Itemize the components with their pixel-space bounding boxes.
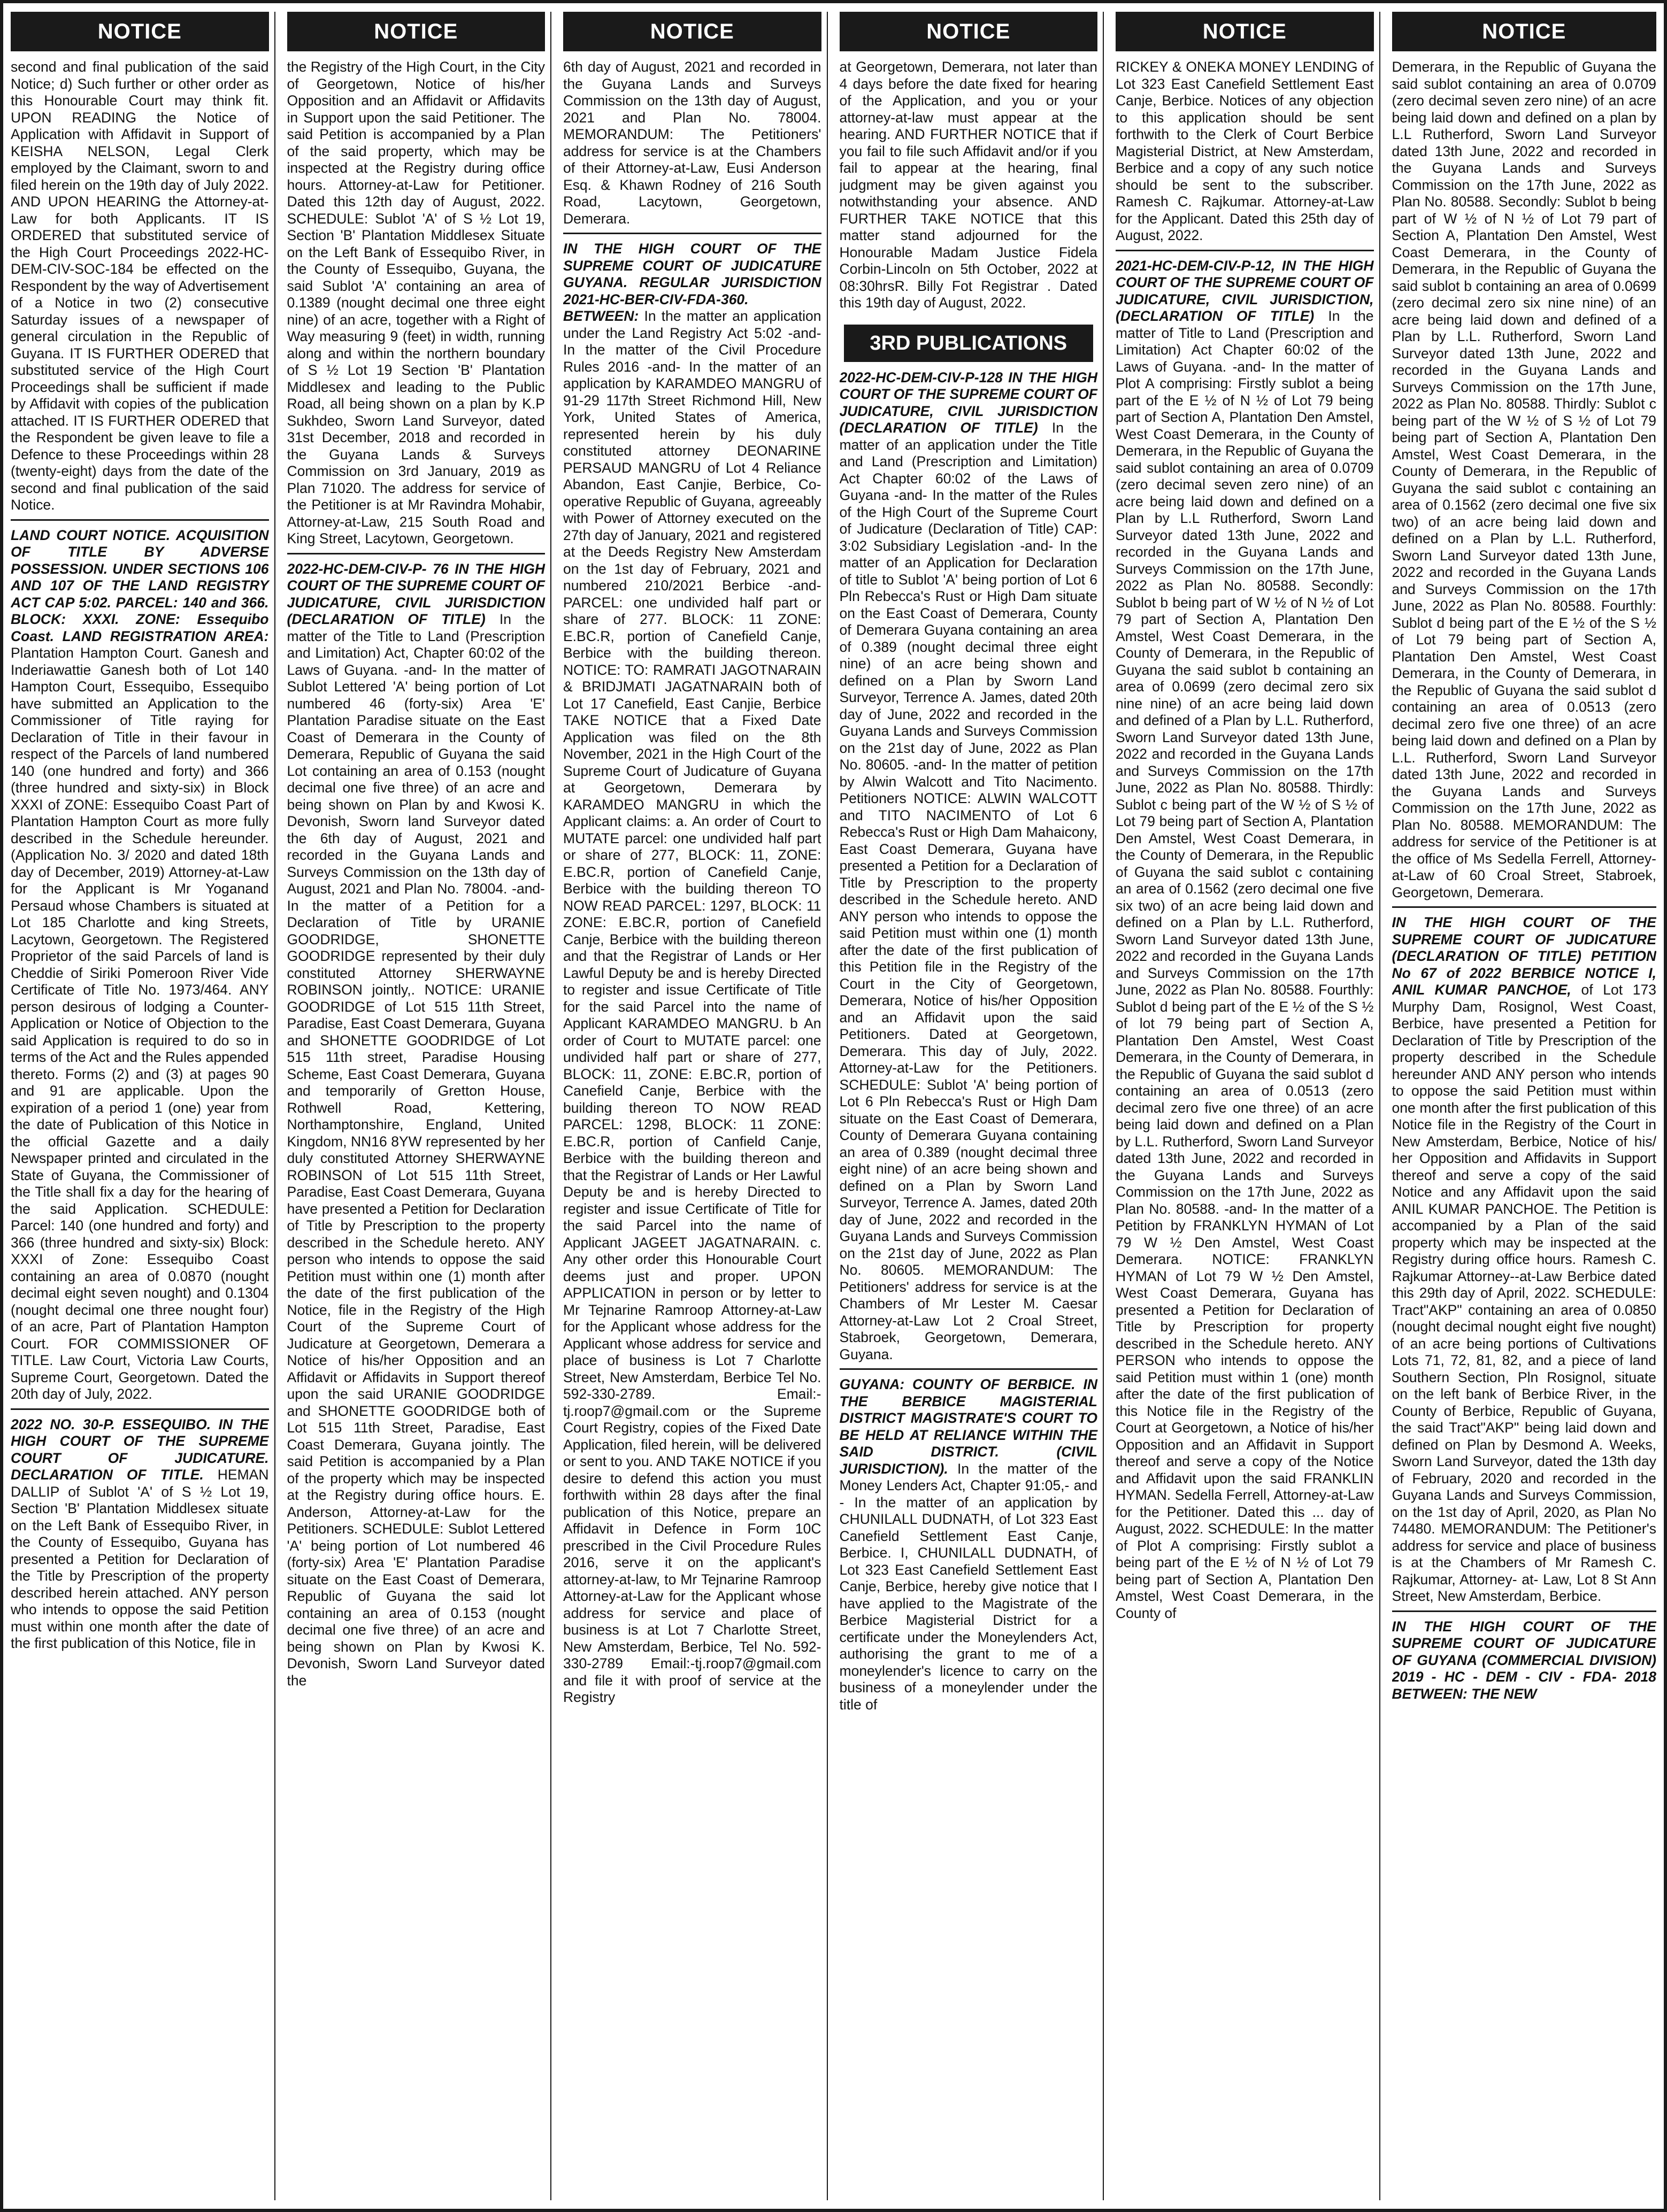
notice-body: In the matter of the Title to Land (Prescription and Limitation) Act, Chapter 60:02 of the Laws of Guyana. -and- In the matter of Sublot Lettered 'A' being portion of Lot numbered 46 (forty-six) Area 'E' Plantation Paradise situate on the East Coast of Demerara in the County of Demerara, Republic of Guyana the said Lot containing an area of 0.153 (nought decimal one five three) of an acre and being shown on Plan by and Kwosi K. Devonish, Sworn land Surveyor dated the 6th day of August, 2021 and recorded in the Guyana Lands and Surveys Commission on the 13th day of August, 2021 and Plan No. 78004. -and- In the matter of a Petition for a Declaration of Title by URANIE GOODRIDGE, SHONETTE GOODRIDGE represented by their duly constituted Attorney SHERWAYNE ROBINSON jointly,. NOTICE: URANIE GOODRIDGE of Lot 515 11th Street, Paradise, East Coast Demerara, Guyana and SHONETTE GOODRIDGE of Lot 515 11th street, Paradise Housing Scheme, East Coast Demerara, Guyana and temporarily of Gretton House, Rothwell Road, Kettering, Northamptonshire, England, United Kingdom, NN16 8YW represented by her duly constituted Attorney SHERWAYNE ROBINSON of Lot 515 11th Street, Paradise, East Coast Demerara, Guyana have presented a Petition for Declaration of Title by Prescription to the property described in the Schedule hereto. ANY person who intends to oppose the said Petition must within one (1) month after the date of the first publication of the Notice, file in the Registry of the High Court of the Supreme Court of Judicature at Georgetown, Demerara a Notice of his/her Opposition and an Affidavit or Affidavits in Support thereof upon the said URANIE GOODRIDGE and SHONETTE GOODRIDGE both of Lot 515 11th Street, Paradise, East Coast Demerara, Guyana jointly. The said Petition is accompanied by a Plan of the property which may be inspected at the Registry during office hours. E. Anderson, Attorney-at-Law for the Petitioners. SCHEDULE: Sublot Lettered 'A' being portion of Lot numbered 46 (forty-six) Area 'E' Plantation Paradise situate on the East Coast of Demerara, Republic of Guyana the said lot containing an area of 0.153 (nought decimal one five three) of an acre and being shown on Plan by Kwosi K. Devonish, Sworn Land Surveyor dated the [287, 611, 545, 1689]
notice-heading: 2022 NO. 30-P. ESSEQUIBO. IN THE HIGH COURT OF THE SUPREME COURT OF JUDICATURE. DECLARATION OF TITLE. [11, 1416, 269, 1483]
notice-body: In the matter of Title to Land (Prescription and Limitation) Act Chapter 60:02 of the Laws of Guyana. -and- In the matter of Plot A comprising: Firstly sublot a being part of the E ½ of N ½ of Lot 79 being part of Section A, Plantation Den Amstel, West Coast Demerara, in the County of Demerara, in the Republic of Guyana the said sublot containing an area of 0.0709 (zero decimal seven zero nine) of an acre being laid down and defined on a Plan by L.L Rutherford, Sworn Land Surveyor dated 13th June, 2022 and recorded in the Guyana Lands and Surveys Commission on the 17th June, 2022 as Plan No. 80588. Secondly: Sublot b being part of W ½ of N ½ of Lot 79 part of Section A, Plantation Den Amstel, West Coast Demerara, in the County of Demerara, in the Republic of Guyana the said sublot b containing an area of 0.0699 (zero decimal zero six nine nine) of an acre being laid down and defined of a Plan by L.L. Rutherford, Sworn Land Surveyor dated 13th June, 2022 and recorded in the Guyana Lands and Surveys Commission on the 17th June, 2022 as Plan No. 80588. Thirdly: Sublot c being part of the W ½ of S ½ of Lot 79 being part of Section A, Plantation Den Amstel, West Coast Demerara, in the County of Demerara, in the Republic of Guyana the said sublot c containing an area of 0.1562 (zero decimal one five six two) of an acre being laid down and defined on a Plan by L.L. Rutherford, Sworn Land Surveyor dated 13th June, 2022 and recorded in the Guyana Lands and Surveys Commission on the 17th June, 2022 as Plan No. 80588. Fourthly: Sublot d being part of the E ½ of the S ½ of lot 79 being part of Section A, Plantation Den Amstel, West Coast Demerara, in the County of Demerara, in the Republic of Guyana the said sublot d containing an area of 0.0513 (zero decimal zero five one three) of an acre being laid down and defined on a Plan by L.L. Rutherford, Sworn Land Surveyor dated 13th June, 2022 and recorded in the Guyana Lands and Surveys Commission on the 17th June, 2022 as Plan No. 80588. -and- In the matter of a Petition by FRANKLYN HYMAN of Lot 79 W ½ Den Amstel, West Coast Demerara. NOTICE: FRANKLYN HYMAN of Lot 79 W ½ Den Amstel, West Coast Demerara, Guyana has presented a Petition for Declaration of Title by Prescription for property described in the Schedule hereto. ANY PERSON who intends to oppose the said Petition must within 1 (one) month after the date of the first publication of this Notice file in the Registry of the Court at Georgetown, a Notice of his/her Opposition and an Affidavit in Support thereof and serve a copy of the Notice and Affidavit upon the said FRANKLIN HYMAN. Sedella Ferrell, Attorney-at-Law for the Petitioner. Dated this ... day of August, 2022. SCHEDULE: In the matter of Plot A comprising: Firstly sublot a being part of the E ½ of N ½ of Lot 79 being part of Section A, Plantation Den Amstel, West Coast Demerara, in the County of [1116, 308, 1374, 1621]
column-header: NOTICE [287, 12, 546, 51]
notice-item [840, 369, 1098, 1370]
notice-item [1392, 1618, 1657, 1708]
notice-heading: IN THE HIGH COURT OF THE SUPREME COURT OF JUDICATURE GUYANA. REGULAR JURISDICTION 2021-HC-BER-CIV-FDA-360. BETWEEN: [563, 241, 821, 324]
notice-item [11, 1416, 269, 1658]
notice-item [1392, 59, 1657, 908]
notice-item [563, 241, 821, 1712]
column-5 [1116, 12, 1380, 2200]
notice-body: 6th day of August, 2021 and recorded in the Guyana Lands and Surveys Commission on the 13th day of August, 2021 and Plan No. 78004. MEMORANDUM: The Petitioners' address for service is at the Chambers of their Attorney-at-Law, Eusi Anderson Esq. & Khawn Rodney of 216 South Road, Lacytown, Georgetown, Demerara. [563, 59, 821, 227]
column-4 [840, 12, 1104, 2200]
notice-item [563, 59, 821, 234]
column-header: NOTICE [11, 12, 269, 51]
notice-body: Plantation Hampton Court. Ganesh and Inderiawattie Ganesh both of Lot 140 Hampton Court, Essequibo, Essequibo have submitted an Application to the Commissioner of Title raying for Declaration of Title in their favour in respect of the Parcels of land numbered 140 (one hundred and forty) and 366 (three hundred and sixty-six) in Block XXXI of ZONE: Essequibo Coast Part of Plantation Hampton Court as more fully described in the Schedule hereunder. (Application No. 3/ 2020 and dated 18th day of December, 2019) Attorney-at-Law for the Applicant is Mr Yoganand Persaud whose Chambers is situated at Lot 185 Charlotte and king Streets, Lacytown, Georgetown. The Registered Proprietor of the said Parcels of land is Cheddie of Siriki Pomeroon River Vide Certificate of Title No. 1973/464. ANY person desirous of lodging a Counter- Application or Notice of Objection to the said Application is required to do so in terms of the Act and the Rules appended thereto. Forms (2) and (3) at pages 90 and 91 are applicable. Upon the expiration of a period 1 (one) year from the date of Publication of this Notice in the official Gazette and a daily Newspaper printed and circulated in the State of Guyana, the Commissioner of the Title shall fix a day for the hearing of the said Application. SCHEDULE: Parcel: 140 (one hundred and forty) and 366 (three hundred and sixty-six) Block: XXXI of Zone: Essequibo Coast containing an area of 0.0870 (nought decimal eight seven nought) and 0.1304 (nought decimal one three nought four) of an acre, Part of Plantation Hampton Court. FOR COMMISSIONER OF TITLE. Law Court, Victoria Law Courts, Supreme Court, Georgetown. Dated the 20th day of July, 2022. [11, 645, 269, 1402]
notice-item [840, 59, 1098, 317]
notice-body: at Georgetown, Demerara, not later than 4 days before the date fixed for hearing of the Application, and you or your attorney-at-law must appear at the hearing. AND FURTHER NOTICE that if you fail to file such Affidavit and/or if you fail to appear at the hearing, final judgment may be given against you notwithstanding your absence. AND FURTHER TAKE NOTICE that this matter stand adjourned for the Honourable Madam Justice Fidela Corbin-Lincoln on 5th October, 2022 at 08:30hrsR. Billy Fot Registrar . Dated this 19th day of August, 2022. [839, 59, 1097, 311]
notice-body: RICKEY & ONEKA MONEY LENDING of Lot 323 East Canefield Settlement East Canje, Berbice. Notices of any objection to this application should be sent forthwith to the Clerk of Court Berbice Magisterial District, at New Amsterdam, Berbice and a copy of any such notice should be sent to the subscriber. Ramesh C. Rajkumar. Attorney-at-Law for the Applicant. Dated this 25th day of August, 2022. [1116, 59, 1374, 243]
notice-item [287, 59, 546, 554]
column-1 [11, 12, 275, 2200]
column-header: NOTICE [563, 12, 821, 51]
notice-heading: LAND COURT NOTICE. ACQUISITION OF TITLE BY ADVERSE POSSESSION. UNDER SECTIONS 106 AND 107 OF THE LAND REGISTRY ACT CAP 5:02. PARCEL: 140 and 366. BLOCK: XXXI. ZONE: Essequibo Coast. LAND REGISTRATION AREA: [11, 527, 269, 644]
notice-heading: GUYANA: COUNTY OF BERBICE. IN THE BERBICE MAGISTERIAL DISTRICT MAGISTRATE'S COURT TO BE HELD AT RELIANCE WITHIN THE SAID DISTRICT. (CIVIL JURISDICTION). [839, 1376, 1097, 1477]
notice-body: second and final publication of the said Notice; d) Such further or other order as this Honourable Court may think fit. UPON READING the Notice of Application with Affidavit in Support of KEISHA NELSON, Legal Clerk employed by the Claimant, sworn to and filed herein on the 19th day of July 2022. AND UPON HEARING the Attorney-at-Law for both Applicants. IT IS ORDERED that substituted service of the High Court Proceedings 2022-HC-DEM-CIV-SOC-184 be effected on the Respondent by the way of Advertisement of a Notice in two (2) consecutive Saturday issues of a newspaper of general circulation in the Republic of Guyana. IT IS FURTHER ODERED that substituted service of the High Court Proceedings shall be sufficient if made by Affidavit with copies of the publication attached. IT IS FURTHER ODERED that the Respondent be given leave to file a Defence to these Proceedings within 28 (twenty-eight) days from the date of the second and final publication of the said Notice. [11, 59, 269, 513]
notice-item [1116, 59, 1374, 251]
notice-heading: IN THE HIGH COURT OF THE SUPREME COURT OF JUDICATURE (DECLARATION OF TITLE) PETITION No 67 of 2022 BERBICE NOTICE I, ANIL KUMAR PANCHOE, [1392, 914, 1656, 998]
notice-body: In the matter an application under the Land Registry Act 5:02 -and- In the matter of the Civil Procedure Rules 2016 -and- In the matter of an application by KARAMDEO MANGRU of 91-29 117th Street Richmond Hill, New York, United States of America, represented herein by his duly constituted attorney DEONARINE PERSAUD MANGRU of Lot 4 Reliance Abandon, East Canjie, Berbice, Co-operative Republic of Guyana, agreeably with Power of Attorney executed on the 27th day of January, 2021 and registered at the Deeds Registry New Amsterdam on the 1st day of February, 2021 and numbered 210/2021 Berbice -and- PARCEL: one undivided half part or share of 277. BLOCK: 11 ZONE: E.BC.R, portion of Canefield Canje, Berbice with the building thereon. NOTICE: TO: RAMRATI JAGOTNARAIN & BRIDJMATI JAGATNARAIN both of Lot 17 Canefield, East Canjie, Berbice TAKE NOTICE that a Fixed Date Application was filed on the 8th November, 2021 in the High Court of the Supreme Court of Judicature of Guyana at Georgetown, Demerara by KARAMDEO MANGRU in which the Applicant claims: a. An order of Court to MUTATE parcel: one undivided half part or share of 277, BLOCK: 11, ZONE: E.BC.R, portion of Canefield Canje, Berbice with the building thereon TO NOW READ PARCEL: 1297, BLOCK: 11 ZONE: E.BC.R, portion of Canefield Canje, Berbice with the building thereon and that the Registrar of Lands or Her Lawful Deputy be and is hereby Directed to register and issue Certificate of Title for the said Parcel into the name of Applicant KARAMDEO MANGRU. b An order of Court to MUTATE parcel: one undivided half part or share of 277, BLOCK: 11, ZONE: E.BC.R, portion of Canefield Canje, Berbice with the building thereon TO NOW READ PARCEL: 1298, BLOCK: 11 ZONE: E.BC.R, portion of Canfield Canje, Berbice with the building thereon and that the Registrar of Lands or Her Lawful Deputy be and is hereby Directed to register and issue Certificate of Title for the said Parcel into the name of Applicant JAGEET JAGATNARAIN. c. Any other order this Honourable Court deems just and proper. UPON APPLICATION in person or by letter to Mr Tejnarine Ramroop Attorney-at-Law for the Applicant whose address for the Applicant whose address for service and place of business is Lot 7 Charlotte Street, New Amsterdam, Berbice Tel No. 592-330-2789. Email:-tj.roop7@gmail.com or the Supreme Court Registry, copies of the Fixed Date Application, filed herein, will be delivered or sent to you. AND TAKE NOTICE if you desire to defend this action you must forthwith within 28 days after the final publication of this Notice, prepare an Affidavit in Defence in Form 10C prescribed in the Civil Procedure Rules 2016, serve it on the applicant's attorney-at-law, to Mr Tejnarine Ramroop Attorney-at-Law for the Applicant whose address for service and place of business is at Lot 7 Charlotte Street, New Amsterdam, Berbice, Tel No. 592-330-2789 Email:-tj.roop7@gmail.com and file it with proof of service at the Registry [563, 308, 821, 1705]
notice-heading: 2021-HC-DEM-CIV-P-12, IN THE HIGH COURT OF THE SUPREME COURT OF JUDICATURE, CIVIL JURISDICTION, (DECLARATION OF TITLE) [1116, 257, 1374, 324]
notice-item [11, 59, 269, 521]
notice-item [1116, 258, 1374, 1628]
column-6 [1392, 12, 1657, 2200]
notice-body: Demerara, in the Republic of Guyana the said sublot containing an area of 0.0709 (zero decimal seven zero nine) of an acre being laid down and defined on a plan by L.L Rutherford, Sworn Land Surveyor dated 13th June, 2022 and recorded in the Guyana Lands and Surveys Commission on the 17th June, 2022 as Plan No. 80588. Secondly: Sublot b being part of W ½ of N ½ of Lot 79 part of Section A, Plantation Den Amstel, West Coast Demerara, in the County of Demerara, in the Republic of Guyana the said sublot b containing an area of 0.0699 (zero decimal zero six nine nine) of an acre being laid down and defined of a Plan by L.L. Rutherford, Sworn Land Surveyor dated 13th June, 2022 and recorded in the Guyana Lands and Surveys Commission on the 17th June, 2022 as Plan No. 80588. Thirdly: Sublot c being part of the W ½ of S ½ of Lot 79 being part of Section A, Plantation Den Amstel, West Coast Demerara, in the County of Demerara, in the Republic of Guyana the said sublot c containing an area of 0.1562 (zero decimal one five six two) of an acre being laid down and defined on a Plan by L.L. Rutherford, Sworn Land Surveyor dated 13th June, 2022 and recorded in the Guyana Lands and Surveys Commission on the 17th June, 2022 as Plan No. 80588. Fourthly: Sublot d being part of the E ½ of the S ½ of Lot 79 being part of Section A, Plantation Den Amstel, West Coast Demerara, in the County of Demerara, in the Republic of Guyana the said sublot d containing an area of 0.0513 (zero decimal zero five one three) of an acre being laid down and defined on a Plan by L.L. Rutherford, Sworn Land Surveyor dated 13th June, 2022 and recorded in the Guyana Lands and Surveys Commission on the 17th June, 2022 as Plan No. 80588. MEMORANDUM: The address for service of the Petitioner is at the office of Ms Sedella Ferrell, Attorney-at-Law of 60 Croal Street, Stabroek, Georgetown, Demerara. [1392, 59, 1656, 900]
notice-item [840, 1376, 1098, 1718]
column-3 [563, 12, 828, 2200]
notice-item [1392, 914, 1657, 1612]
notice-heading: IN THE HIGH COURT OF THE SUPREME COURT OF JUDICATURE OF GUYANA (COMMERCIAL DIVISION) 2019 - HC - DEM - CIV - FDA- 2018 BETWEEN: THE NEW [1392, 1618, 1656, 1702]
notice-body: In the matter of an application under the Title and Land (Prescription and Limitation) Act Chapter 60:02 of the Laws of Guyana -and- In the matter of the Rules of the High Court of the Supreme Court of Judicature (Declaration of Title) CAP: 3:02 Subsidiary Legislation -and- In the matter of an Application for Declaration of title to Sublot 'A' being portion of Lot 6 Pln Rebecca's Rust or High Dam situate on the East Coast of Demerara, County of Demerara Guyana containing an area of 0.389 (nought decimal three eight nine) of an acre being shown and defined on a Plan by Sworn Land Surveyor, Terrence A. James, dated 20th day of June, 2022 and recorded in the Guyana Lands and Surveys Commission on the 21st day of June, 2022 as Plan No. 80605. -and- In the matter of petition by Alwin Walcott and Tito Nacimento. Petitioners NOTICE: ALWIN WALCOTT and TITO NACIMENTO of Lot 6 Rebecca's Rust or High Dam Mahaicony, East Coast Demerara, Guyana have presented a Petition for a Declaration of Title by Prescription to the property described in the Schedule hereto. AND ANY person who intends to oppose the said Petition must within one (1) month after the date of the first publication of this Petition file in the Registry of the Court in the City of Georgetown, Demerara, Notice of his/her Opposition and an Affidavit upon the said Petitioners. Dated at Georgetown, Demerara. This day of July, 2022. Attorney-at-Law for the Petitioners. SCHEDULE: Sublot 'A' being portion of Lot 6 Pln Rebecca's Rust or High Dam situate on the East Coast of Demerara, County of Demerara Guyana containing an area of 0.389 (nought decimal three eight nine) of an acre being shown and defined on a Plan by Sworn Land Surveyor, Terrence A. James, dated 20th day of June, 2022 and recorded in the Guyana Lands and Surveys Commission on the 21st day of June, 2022 as Plan No. 80605. MEMORANDUM: The Petitioners' address for service is at the Chambers of Mr Lester M. Caesar Attorney-at-Law Lot 2 Croal Street, Stabroek, Georgetown, Demerara, Guyana. [839, 420, 1097, 1362]
column-header: NOTICE [1116, 12, 1374, 51]
notice-body: of Lot 173 Murphy Dam, Rosignol, West Coast, Berbice, have presented a Petition for Declaration of Title by Prescription of the property described in the Schedule hereunder AND ANY person who intends to oppose the said Petition must within one month after the first publication of this Notice file in the Registry of the Court in New Amsterdam, Berbice, Notice of his/ her Opposition and Affidavits in Support thereof and serve a copy of the said Notice and any Affidavit upon the said ANIL KUMAR PANCHOE. The Petition is accompanied by a Plan of the said property which may be inspected at the Registry during office hours. Ramesh C. Rajkumar Attorney--at-Law Berbice dated this 29th day of April, 2022. SCHEDULE: Tract"AKP" containing an area of 0.0850 (nought decimal nought eight five nought) of an acre being portions of Cultivations Lots 71, 72, 81, 82, and a piece of land Southern Section, Pln Rosignol, situate on the left bank of Berbice River, in the County of Berbice, Republic of Guyana, the said Tract"AKP" being laid down and defined on Plan by Desmond A. Weeks, Sworn Land Surveyor, dated the 13th day of February, 2020 and recorded in the Guyana Lands and Surveys Commission, on the 1st day of April, 2020, as Plan No 74480. MEMORANDUM: The Petitioner's address for service and place of business is at the Chambers of Mr Ramesh C. Rajkumar, Attorney- at- Law, Lot 8 St Ann Street, New Amsterdam, Berbice. [1392, 982, 1656, 1604]
third-publications-header: 3RD PUBLICATIONS [844, 325, 1094, 362]
column-2 [287, 12, 552, 2200]
notice-columns [11, 12, 1656, 2200]
notice-item [287, 561, 546, 1695]
notice-heading: 2022-HC-DEM-CIV-P- 76 IN THE HIGH COURT OF THE SUPREME COURT OF JUDICATURE, CIVIL JURISDICTION (DECLARATION OF TITLE) [287, 560, 545, 627]
notice-body: In the matter of the Money Lenders Act, Chapter 91:05,- and - In the matter of an application by CHUNILALL DUDNATH, of Lot 323 East Canefield Settlement East Canje, Berbice. I, CHUNILALL DUDNATH, of Lot 323 East Canefield Settlement East Canje, Berbice, hereby give notice that I have applied to the Magistrate of the Berbice Magisterial District for a certificate under the Moneylenders Act, authorising the grant to me of a moneylender's licence to carry on the business of a moneylender under the title of [839, 1460, 1097, 1713]
notice-heading: 2022-HC-DEM-CIV-P-128 IN THE HIGH COURT OF THE SUPREME COURT OF JUDICATURE, CIVIL JURISDICTION (DECLARATION OF TITLE) [839, 369, 1097, 436]
notice-body: the Registry of the High Court, in the City of Georgetown, Notice of his/her Opposition and an Affidavit or Affidavits in Support upon the said Petitioner. The said Petition is accompanied by a Plan of the said property, which may be inspected at the Registry during office hours. Attorney-at-Law for Petitioner. Dated this 12th day of August, 2022. SCHEDULE: Sublot 'A' of S ½ Lot 19, Section 'B' Plantation Middlesex Situate on the Left Bank of Essequibo River, in the County of Essequibo, Guyana, the said Sublot 'A' containing an area of 0.1389 (nought decimal one three eight nine) of an acre, together with a Right of Way measuring 9 (feet) in width, running along and within the northern boundary of S ½ Lot 19 Section 'B' Plantation Middlesex and leading to the Public Road, all being shown on a plan by K.P Sukhdeo, Sworn Land Surveyor, dated 31st December, 2018 and recorded in the Guyana Lands & Surveys Commission on 3rd January, 2019 as Plan 71020. The address for service of the Petitioner is at Mr Ravindra Mohabir, Attorney-at-Law, 215 South Road and King Street, Lacytown, Georgetown. [287, 59, 545, 546]
column-header: NOTICE [1392, 12, 1657, 51]
column-header: NOTICE [840, 12, 1098, 51]
notice-body: HEMAN DALLIP of Sublot 'A' of S ½ Lot 19, Section 'B' Plantation Middlesex situate on the Left Bank of Essequibo River, in the County of Essequibo, Guyana has presented a Petition for Declaration of the Title by Prescription of the property described herein attached. ANY person who intends to oppose the said Petition must within one month after the date of the first publication of this Notice, file in [11, 1467, 269, 1651]
notice-item [11, 527, 269, 1410]
